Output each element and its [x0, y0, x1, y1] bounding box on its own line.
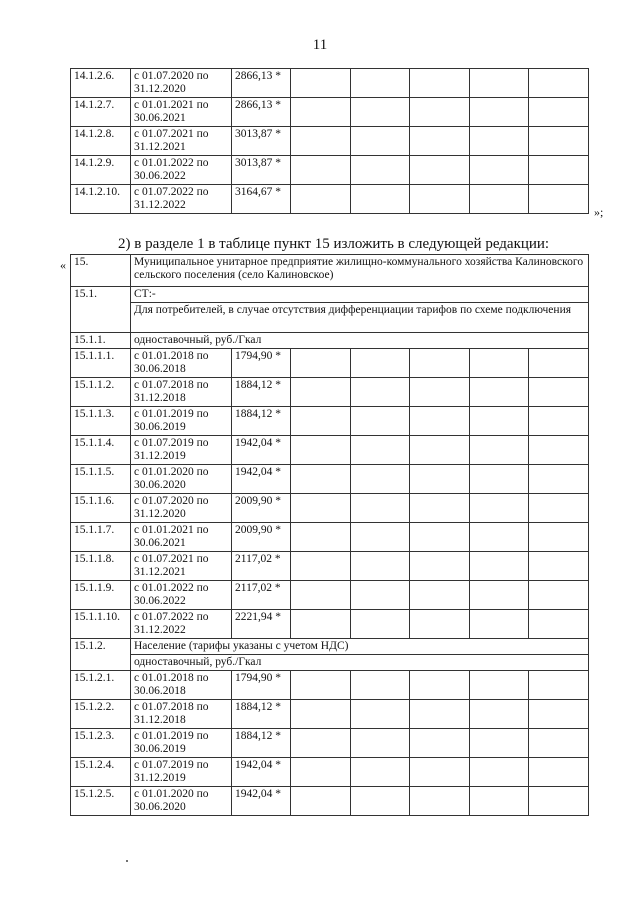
table-row — [71, 465, 589, 494]
period-cell: с 01.07.2022 по 31.12.2022 — [131, 610, 232, 639]
row-code: 15.1.1.1. — [71, 349, 131, 378]
empty-cell — [529, 610, 589, 639]
row-code: 15.1.2.2. — [71, 700, 131, 729]
period-cell: с 01.07.2019 по 31.12.2019 — [131, 436, 232, 465]
row-code: 15.1.1.8. — [71, 552, 131, 581]
row-code: 15.1.1. — [71, 333, 131, 349]
period-cell: с 01.07.2021 по 31.12.2021 — [131, 127, 232, 156]
empty-cell — [351, 787, 410, 816]
empty-cell — [410, 98, 470, 127]
table-row — [71, 758, 589, 787]
tariff-value: 2866,13 * — [232, 98, 291, 127]
period-cell: с 01.01.2021 по 30.06.2021 — [131, 523, 232, 552]
row-code: 15.1.1.7. — [71, 523, 131, 552]
empty-cell — [529, 787, 589, 816]
empty-cell — [410, 729, 470, 758]
empty-cell — [529, 729, 589, 758]
tariff-value: 1884,12 * — [232, 407, 291, 436]
row-code: 14.1.2.6. — [71, 69, 131, 98]
empty-cell — [410, 407, 470, 436]
stray-mark — [126, 860, 128, 862]
empty-cell — [410, 758, 470, 787]
row-code: 14.1.2.9. — [71, 156, 131, 185]
table-row — [71, 523, 589, 552]
empty-cell — [291, 700, 351, 729]
empty-cell — [529, 407, 589, 436]
period-cell: с 01.01.2022 по 30.06.2022 — [131, 156, 232, 185]
empty-cell — [470, 671, 529, 700]
empty-cell — [529, 436, 589, 465]
empty-cell — [351, 98, 410, 127]
empty-cell — [470, 552, 529, 581]
table-row — [71, 185, 589, 214]
empty-cell — [470, 700, 529, 729]
tariff-value: 1942,04 * — [232, 787, 291, 816]
tariff-value: 1942,04 * — [232, 758, 291, 787]
row-code: 15.1.1.9. — [71, 581, 131, 610]
table-row — [71, 552, 589, 581]
empty-cell — [291, 378, 351, 407]
page-number: 11 — [312, 37, 328, 53]
section-label: одноставочный, руб./Гкал — [131, 655, 589, 671]
row-code: 14.1.2.8. — [71, 127, 131, 156]
table-row — [71, 349, 589, 378]
empty-cell — [529, 671, 589, 700]
period-cell: с 01.07.2018 по 31.12.2018 — [131, 700, 232, 729]
row-code: 15.1.1.5. — [71, 465, 131, 494]
row-code: 15. — [71, 255, 131, 287]
empty-cell — [410, 465, 470, 494]
empty-cell — [529, 552, 589, 581]
row-code: 15.1.1.2. — [71, 378, 131, 407]
empty-cell — [529, 69, 589, 98]
empty-cell — [470, 185, 529, 214]
empty-cell — [470, 523, 529, 552]
tariff-value: 1884,12 * — [232, 700, 291, 729]
table-row — [71, 98, 589, 127]
section-heading: 2) в разделе 1 в таблице пункт 15 изложить в следующей редакции: — [118, 236, 550, 252]
empty-cell — [470, 436, 529, 465]
tariff-value: 1794,90 * — [232, 349, 291, 378]
period-cell: с 01.07.2018 по 31.12.2018 — [131, 378, 232, 407]
tariff-value: 1942,04 * — [232, 465, 291, 494]
section-row-15-1-note — [71, 303, 589, 333]
table-row — [71, 581, 589, 610]
empty-cell — [529, 185, 589, 214]
empty-cell — [470, 787, 529, 816]
empty-cell — [529, 523, 589, 552]
section-label: Население (тарифы указаны с учетом НДС) — [131, 639, 589, 655]
organization-name: Муниципальное унитарное предприятие жилищно-коммунального хозяйства Калиновского сельского поселения (село Калиновское) — [131, 255, 589, 287]
section-label: СТ:- — [131, 287, 589, 303]
row-code: 15.1.1.3. — [71, 407, 131, 436]
empty-cell — [529, 127, 589, 156]
table-row — [71, 436, 589, 465]
empty-cell — [291, 465, 351, 494]
empty-cell — [351, 581, 410, 610]
section-row-15 — [71, 255, 589, 287]
empty-cell — [470, 729, 529, 758]
empty-cell — [470, 127, 529, 156]
empty-cell — [410, 581, 470, 610]
table-row — [71, 610, 589, 639]
empty-cell — [351, 523, 410, 552]
empty-cell — [291, 758, 351, 787]
period-cell: с 01.07.2020 по 31.12.2020 — [131, 69, 232, 98]
row-code: 15.1.2. — [71, 639, 131, 671]
empty-cell — [470, 407, 529, 436]
period-cell: с 01.01.2020 по 30.06.2020 — [131, 465, 232, 494]
row-code: 15.1.2.4. — [71, 758, 131, 787]
period-cell: с 01.07.2022 по 31.12.2022 — [131, 185, 232, 214]
row-code: 15.1.2.3. — [71, 729, 131, 758]
empty-cell — [410, 378, 470, 407]
empty-cell — [470, 610, 529, 639]
table-row — [71, 127, 589, 156]
empty-cell — [291, 436, 351, 465]
empty-cell — [291, 349, 351, 378]
row-code: 15.1. — [71, 287, 131, 333]
empty-cell — [351, 494, 410, 523]
section-note: Для потребителей, в случае отсутствия дифференциации тарифов по схеме подключения — [131, 303, 589, 333]
table-row — [71, 494, 589, 523]
empty-cell — [291, 581, 351, 610]
empty-cell — [529, 494, 589, 523]
empty-cell — [470, 69, 529, 98]
tariff-value: 2009,90 * — [232, 494, 291, 523]
tariff-value: 2117,02 * — [232, 552, 291, 581]
empty-cell — [529, 465, 589, 494]
tariff-value: 1884,12 * — [232, 378, 291, 407]
empty-cell — [291, 407, 351, 436]
empty-cell — [291, 610, 351, 639]
empty-cell — [351, 700, 410, 729]
empty-cell — [529, 378, 589, 407]
empty-cell — [410, 700, 470, 729]
section-label: одноставочный, руб./Гкал — [131, 333, 589, 349]
table-row — [71, 729, 589, 758]
table-row — [71, 671, 589, 700]
empty-cell — [291, 523, 351, 552]
empty-cell — [291, 185, 351, 214]
tariff-value: 2221,94 * — [232, 610, 291, 639]
empty-cell — [351, 69, 410, 98]
empty-cell — [351, 671, 410, 700]
table-row — [71, 787, 589, 816]
tariff-value: 1884,12 * — [232, 729, 291, 758]
empty-cell — [410, 494, 470, 523]
row-code: 15.1.2.5. — [71, 787, 131, 816]
empty-cell — [410, 787, 470, 816]
tariff-value: 1794,90 * — [232, 671, 291, 700]
empty-cell — [410, 671, 470, 700]
empty-cell — [291, 98, 351, 127]
row-code: 15.1.1.6. — [71, 494, 131, 523]
section-row-15-1-2-sub — [71, 655, 589, 671]
period-cell: с 01.01.2019 по 30.06.2019 — [131, 729, 232, 758]
empty-cell — [351, 127, 410, 156]
empty-cell — [470, 465, 529, 494]
empty-cell — [291, 552, 351, 581]
empty-cell — [410, 349, 470, 378]
tariff-value: 3164,67 * — [232, 185, 291, 214]
empty-cell — [291, 671, 351, 700]
empty-cell — [410, 523, 470, 552]
empty-cell — [470, 758, 529, 787]
empty-cell — [470, 156, 529, 185]
table-row — [71, 156, 589, 185]
row-code: 15.1.1.10. — [71, 610, 131, 639]
empty-cell — [351, 465, 410, 494]
empty-cell — [291, 787, 351, 816]
tariff-value: 2009,90 * — [232, 523, 291, 552]
section-row-15-1-1 — [71, 333, 589, 349]
empty-cell — [410, 127, 470, 156]
table-row — [71, 69, 589, 98]
row-code: 15.1.2.1. — [71, 671, 131, 700]
closing-quote: »; — [594, 205, 604, 219]
empty-cell — [470, 98, 529, 127]
empty-cell — [529, 98, 589, 127]
empty-cell — [291, 127, 351, 156]
empty-cell — [351, 610, 410, 639]
empty-cell — [529, 156, 589, 185]
period-cell: с 01.01.2018 по 30.06.2018 — [131, 671, 232, 700]
period-cell: с 01.07.2019 по 31.12.2019 — [131, 758, 232, 787]
empty-cell — [410, 156, 470, 185]
period-cell: с 01.07.2021 по 31.12.2021 — [131, 552, 232, 581]
table-row — [71, 700, 589, 729]
empty-cell — [410, 185, 470, 214]
empty-cell — [351, 349, 410, 378]
tariff-value: 2117,02 * — [232, 581, 291, 610]
tariff-value: 2866,13 * — [232, 69, 291, 98]
empty-cell — [410, 552, 470, 581]
period-cell: с 01.07.2020 по 31.12.2020 — [131, 494, 232, 523]
empty-cell — [351, 185, 410, 214]
empty-cell — [291, 494, 351, 523]
section-row-15-1 — [71, 287, 589, 303]
table-row — [71, 407, 589, 436]
empty-cell — [351, 729, 410, 758]
empty-cell — [351, 552, 410, 581]
empty-cell — [529, 581, 589, 610]
tariff-value: 3013,87 * — [232, 156, 291, 185]
row-code: 14.1.2.7. — [71, 98, 131, 127]
period-cell: с 01.01.2019 по 30.06.2019 — [131, 407, 232, 436]
empty-cell — [351, 156, 410, 185]
empty-cell — [470, 378, 529, 407]
tariff-table-top — [70, 68, 589, 214]
period-cell: с 01.01.2021 по 30.06.2021 — [131, 98, 232, 127]
empty-cell — [291, 729, 351, 758]
empty-cell — [351, 758, 410, 787]
empty-cell — [291, 156, 351, 185]
empty-cell — [351, 407, 410, 436]
empty-cell — [351, 436, 410, 465]
empty-cell — [410, 69, 470, 98]
tariff-value: 1942,04 * — [232, 436, 291, 465]
empty-cell — [410, 436, 470, 465]
row-code: 14.1.2.10. — [71, 185, 131, 214]
period-cell: с 01.01.2022 по 30.06.2022 — [131, 581, 232, 610]
period-cell: с 01.01.2018 по 30.06.2018 — [131, 349, 232, 378]
table-row — [71, 378, 589, 407]
empty-cell — [410, 610, 470, 639]
empty-cell — [291, 69, 351, 98]
empty-cell — [470, 494, 529, 523]
empty-cell — [351, 378, 410, 407]
section-row-15-1-2 — [71, 639, 589, 655]
opening-quote: « — [60, 258, 66, 272]
tariff-value: 3013,87 * — [232, 127, 291, 156]
empty-cell — [529, 700, 589, 729]
empty-cell — [470, 581, 529, 610]
empty-cell — [529, 349, 589, 378]
empty-cell — [470, 349, 529, 378]
row-code: 15.1.1.4. — [71, 436, 131, 465]
empty-cell — [529, 758, 589, 787]
tariff-table-main — [70, 254, 589, 816]
period-cell: с 01.01.2020 по 30.06.2020 — [131, 787, 232, 816]
